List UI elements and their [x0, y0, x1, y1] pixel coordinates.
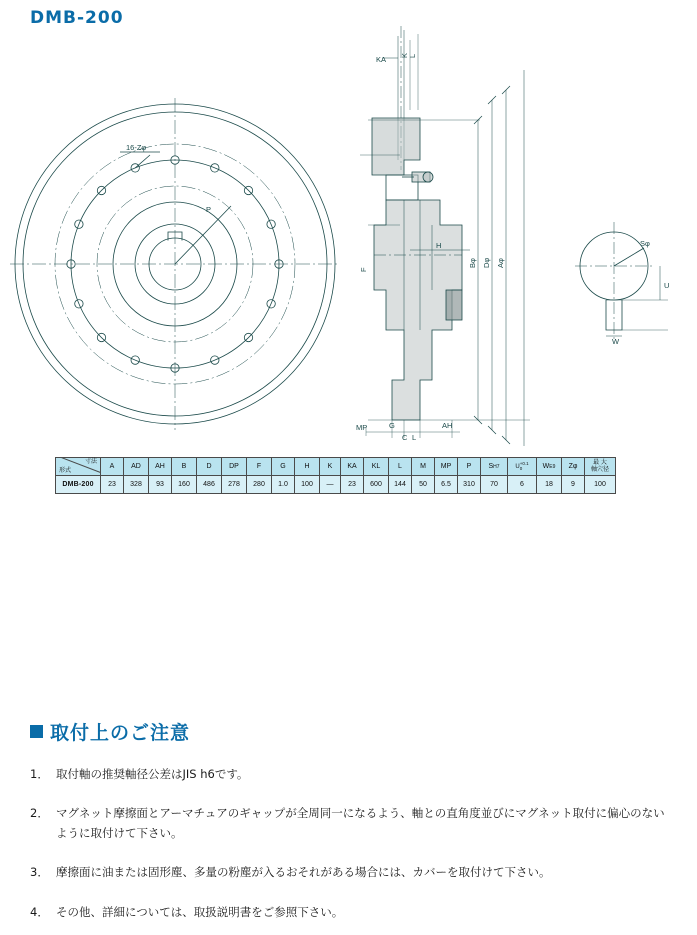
spec-table-wrapper [55, 457, 616, 494]
col-header-u-sup: +0.1 [519, 461, 529, 466]
cell-dp: 278 [222, 476, 247, 494]
cell-h: 100 [295, 476, 320, 494]
col-header-mp: MP [435, 458, 458, 476]
drawing-svg [0, 0, 697, 450]
corner-dim-label: 寸法 [84, 459, 97, 465]
col-header-max-bore-line1: 最 大 [593, 460, 607, 467]
cell-w: 18 [537, 476, 562, 494]
col-header-u-text: U [515, 464, 520, 471]
col-header-k: K [320, 458, 341, 476]
label-l2: L [412, 433, 417, 442]
cell-d: 486 [197, 476, 222, 494]
label-u: U [664, 281, 670, 290]
cell-ka: 23 [341, 476, 364, 494]
col-header-s-text: S [488, 462, 494, 470]
col-header-z: Zφ [562, 458, 585, 476]
list-item [30, 803, 670, 843]
col-header-ka: KA [341, 458, 364, 476]
section-view [360, 26, 530, 446]
note-text: マグネット摩擦面とアーマチュアのギャップが全周同一になるよう、軸との直角度並びにマグネット取付に偏心のないように取付けて下さい。 [56, 806, 665, 841]
label-s: Sφ [640, 239, 650, 248]
front-view-hole-label: 16-Zφ [126, 143, 147, 152]
front-view [10, 98, 340, 430]
note-number: 1． [30, 767, 49, 781]
corner-model-label: 形式 [59, 467, 72, 474]
notes-section [30, 718, 670, 922]
table-row [56, 476, 616, 494]
label-l: L [408, 53, 417, 58]
col-header-kl: KL [364, 458, 389, 476]
notes-heading [30, 718, 670, 745]
label-w: W [612, 337, 620, 346]
label-d: Dφ [482, 257, 491, 268]
cell-model: DMB-200 [56, 476, 101, 494]
spec-table [55, 457, 616, 494]
table-corner-cell [56, 458, 101, 476]
label-k: K [400, 52, 409, 58]
cell-m: 50 [412, 476, 435, 494]
col-header-ad: AD [124, 458, 149, 476]
cell-kl: 600 [364, 476, 389, 494]
col-header-u-sub: 0 [519, 465, 523, 471]
col-header-l: L [389, 458, 412, 476]
cell-p: 310 [458, 476, 481, 494]
list-item [30, 862, 670, 882]
cell-l: 144 [389, 476, 412, 494]
note-text: 取付軸の推奨軸径公差はJIS h6です。 [56, 767, 249, 781]
cell-s: 70 [481, 476, 508, 494]
label-f: F [359, 267, 368, 272]
col-header-f: F [247, 458, 272, 476]
col-header-max-bore [585, 458, 616, 476]
col-header-p: P [458, 458, 481, 476]
cell-ah: 93 [149, 476, 172, 494]
col-header-a: A [101, 458, 124, 476]
note-number: 2． [30, 806, 49, 821]
page-title: DMB-200 [30, 8, 124, 28]
cell-z: 9 [562, 476, 585, 494]
label-b: Bφ [468, 258, 477, 268]
col-header-m: M [412, 458, 435, 476]
cell-g: 1.0 [272, 476, 295, 494]
note-text: その他、詳細については、取扱説明書をご参照下さい。 [56, 904, 344, 919]
notes-heading-text: 取付上のご注意 [50, 722, 191, 744]
col-header-dp: DP [222, 458, 247, 476]
label-mp: MP [356, 423, 368, 432]
note-number: 4． [30, 904, 49, 919]
label-g1: G [389, 421, 395, 430]
label-ah: AH [442, 421, 453, 430]
col-header-ah: AH [149, 458, 172, 476]
table-header-row [56, 458, 616, 476]
label-c: C [402, 433, 408, 442]
note-number: 3． [30, 865, 49, 880]
front-view-pcd-label: P [206, 205, 212, 214]
col-header-g: G [272, 458, 295, 476]
col-header-w-text: W [542, 462, 550, 470]
list-item [30, 902, 670, 922]
shaft-view [575, 222, 668, 340]
col-header-w [537, 458, 562, 476]
col-header-b: B [172, 458, 197, 476]
label-h: H [436, 241, 442, 250]
cell-a: 23 [101, 476, 124, 494]
col-header-w-sub: E9 [549, 463, 556, 470]
label-a: Aφ [496, 258, 505, 268]
cell-b: 160 [172, 476, 197, 494]
label-ka: KA [376, 55, 387, 64]
cell-max-bore: 100 [585, 476, 616, 494]
list-item [30, 764, 670, 784]
col-header-max-bore-line2: 軸穴径 [590, 466, 609, 473]
col-header-s [481, 458, 508, 476]
col-header-u [508, 458, 537, 476]
col-header-d: D [197, 458, 222, 476]
cell-u: 6 [508, 476, 537, 494]
cell-k: — [320, 476, 341, 494]
note-text: 摩擦面に油または固形塵、多量の粉塵が入るおそれがある場合には、カバーを取付けて下さい。 [56, 865, 551, 880]
cell-mp: 6.5 [435, 476, 458, 494]
col-header-s-sub: H7 [493, 463, 500, 470]
cell-f: 280 [247, 476, 272, 494]
col-header-h: H [295, 458, 320, 476]
cell-ad: 328 [124, 476, 149, 494]
technical-drawing [0, 0, 697, 450]
square-bullet-icon [30, 725, 43, 738]
